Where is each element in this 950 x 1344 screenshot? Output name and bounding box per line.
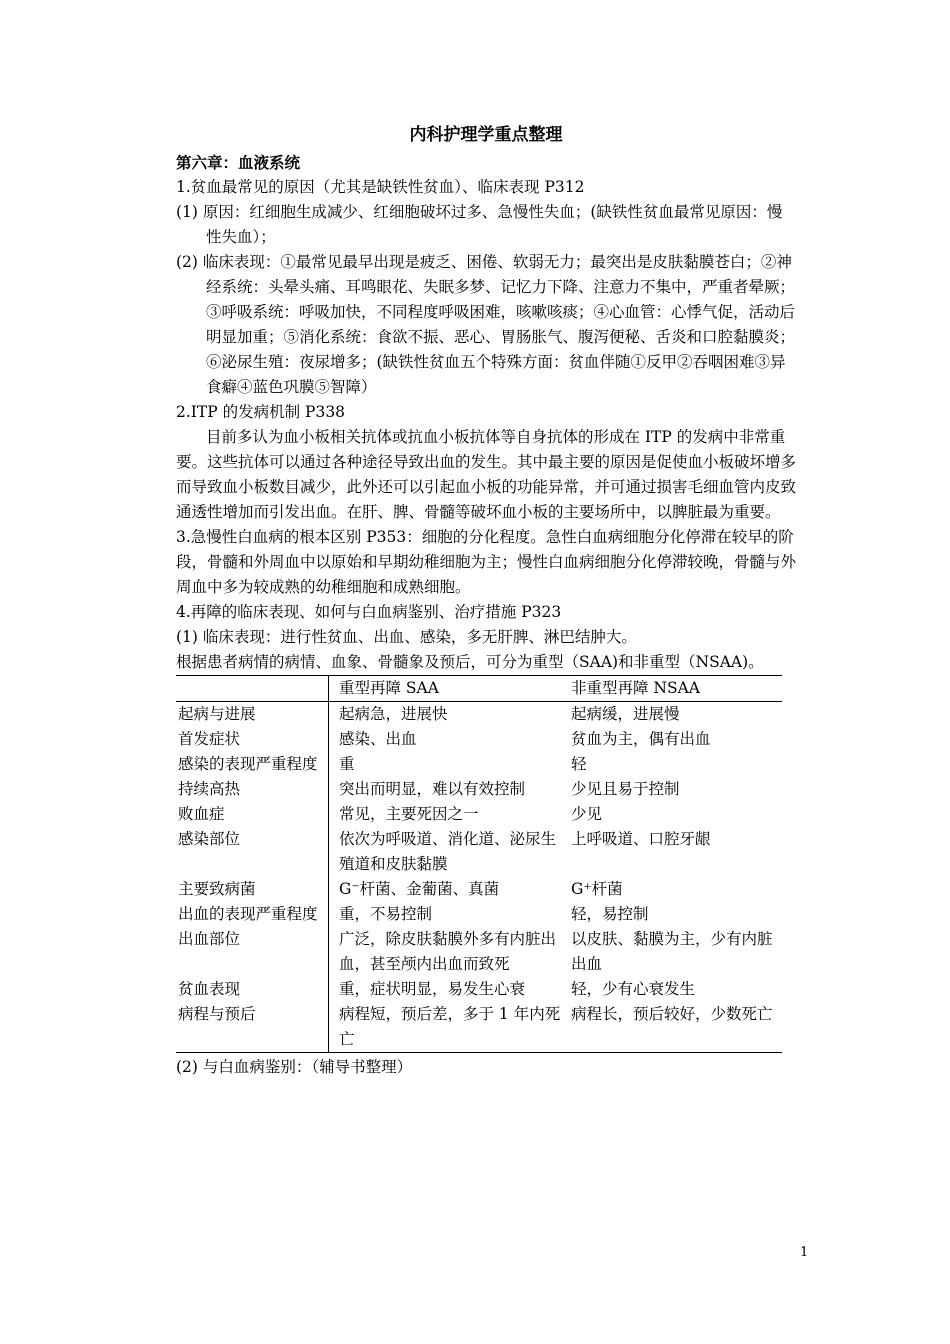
section-4-heading: 4.再障的临床表现、如何与白血病鉴别、治疗措施 P323: [176, 603, 562, 621]
section-4-classification: 根据患者病情的病情、血象、骨髓象及预后，可分为重型（SAA)和非重型（NSAA)。: [176, 653, 764, 671]
table-cell: 感染、出血: [339, 730, 417, 748]
table-cell: 病程长，预后较好，少数死亡: [561, 1002, 782, 1053]
section-4-differential: (2) 与白血病鉴别：（辅导书整理）: [176, 1058, 413, 1076]
table-row: [176, 977, 782, 1002]
table-cell: 起病缓，进展慢: [571, 705, 680, 723]
section-1-causes: (1) 原因：红细胞生成减少、红细胞破坏过多、急慢性失血；(缺铁性贫血最常见原因：慢性失血）；: [176, 203, 783, 246]
table-cell: 以皮肤、黏膜为主，少有内脏出血: [571, 930, 773, 973]
table-cell: 轻，易控制: [571, 905, 649, 923]
table-cell: 常见，主要死因之一: [339, 805, 479, 823]
section-2-body: 目前多认为血小板相关抗体或抗血小板抗体等自身抗体的形成在 ITP 的发病中非常重要。这些抗体可以通过各种途径导致出血的发生。其中最主要的原因是促使血小板破坏增多而导致血小板数目减少，此外还可以引起血小板的功能异常，并可通过损害毛细血管内皮致通透性增加而引发出血。在肝、脾、骨髓等破坏血小板的主要场所中，以脾脏最为重要。: [176, 428, 797, 521]
section-1-heading: 1.贫血最常见的原因（尤其是缺铁性贫血）、临床表现 P312: [176, 178, 585, 196]
table-row: [176, 1002, 782, 1053]
table-header-cell: 重型再障 SAA: [329, 676, 562, 702]
table-cell: 主要致病菌: [176, 877, 329, 902]
table-row: [176, 702, 782, 728]
table-cell: 贫血为主，偶有出血: [571, 730, 711, 748]
table-header-cell: 非重型再障 NSAA: [561, 676, 782, 702]
table-cell: 起病急，进展快: [339, 705, 448, 723]
document-body: [176, 123, 796, 1080]
table-row: [176, 802, 782, 827]
table-row: [176, 777, 782, 802]
document-title: 内科护理学重点整理: [409, 125, 563, 145]
table-row: [176, 877, 782, 902]
table-cell: 败血症: [176, 802, 329, 827]
table-row: [176, 902, 782, 927]
table-cell: 出血的表现严重程度: [176, 902, 329, 927]
table-cell: 出血部位: [176, 927, 329, 977]
table-row: [176, 752, 782, 777]
table-row: [176, 727, 782, 752]
table-cell: 少见: [571, 805, 603, 823]
table-cell: 广泛，除皮肤黏膜外多有内脏出血，甚至颅内出血而致死: [339, 930, 557, 973]
chapter-heading: 第六章：血液系统: [176, 153, 301, 172]
section-4-symptoms: (1) 临床表现：进行性贫血、出血、感染，多无肝脾、淋巴结肿大。: [176, 628, 637, 646]
section-2-heading: 2.ITP 的发病机制 P338: [176, 403, 346, 421]
table-row: [176, 927, 782, 977]
table-cell: 贫血表现: [176, 977, 329, 1002]
table-cell: 少见且易于控制: [571, 780, 680, 798]
table-cell: 依次为呼吸道、消化道、泌尿生殖道和皮肤黏膜: [339, 830, 557, 873]
section-3-body: 3.急慢性白血病的根本区别 P353：细胞的分化程度。急性白血病细胞分化停滞在较早的阶段，骨髓和外周血中以原始和早期幼稚细胞为主；慢性白血病细胞分化停滞较晚，骨髓与外周血中多为较成熟的幼稚细胞和成熟细胞。: [176, 528, 797, 596]
table-header-cell: [176, 676, 329, 702]
table-cell: 上呼吸道、口腔牙龈: [571, 830, 711, 848]
table-cell: G⁻杆菌、金葡菌、真菌: [339, 880, 500, 898]
table-cell: 突出而明显，难以有效控制: [339, 780, 526, 798]
table-cell: 首发症状: [176, 727, 329, 752]
table-cell: 持续高热: [176, 777, 329, 802]
table-cell: 轻: [571, 755, 587, 773]
table-cell: 重，不易控制: [339, 905, 433, 923]
table-cell: 重，症状明显，易发生心衰: [339, 980, 526, 998]
table-cell: 起病与进展: [176, 702, 329, 728]
table-cell: 感染的表现严重程度: [176, 752, 329, 777]
saa-nsaa-comparison-table: [176, 675, 782, 1053]
table-cell: G⁺杆菌: [571, 880, 623, 898]
table-header-row: [176, 676, 782, 702]
page-number: 1: [800, 1245, 809, 1260]
table-row: [176, 827, 782, 877]
section-1-symptoms: (2) 临床表现：①最常见最早出现是疲乏、困倦、软弱无力；最突出是皮肤黏膜苍白；②神经系统：头晕头痛、耳鸣眼花、失眠多梦、记忆力下降、注意力不集中，严重者晕厥；③呼吸系统：呼吸加快，不同程度呼吸困难，咳嗽咳痰；④心血管：心悸气促，活动后明显加重；⑤消化系统：食欲不振、恶心、胃肠胀气、腹泻便秘、舌炎和口腔黏膜炎；⑥泌尿生殖：夜尿增多；(缺铁性贫血五个特殊方面：贫血伴随①反甲②吞咽困难③异食癖④蓝色巩膜⑤智障）: [176, 253, 796, 396]
table-cell: 轻，少有心衰发生: [571, 980, 696, 998]
table-cell: 感染部位: [176, 827, 329, 877]
table-cell: 病程与预后: [176, 1002, 329, 1053]
table-cell: 重: [339, 755, 355, 773]
table-cell: 病程短，预后差，多于 1 年内死亡: [329, 1002, 562, 1053]
